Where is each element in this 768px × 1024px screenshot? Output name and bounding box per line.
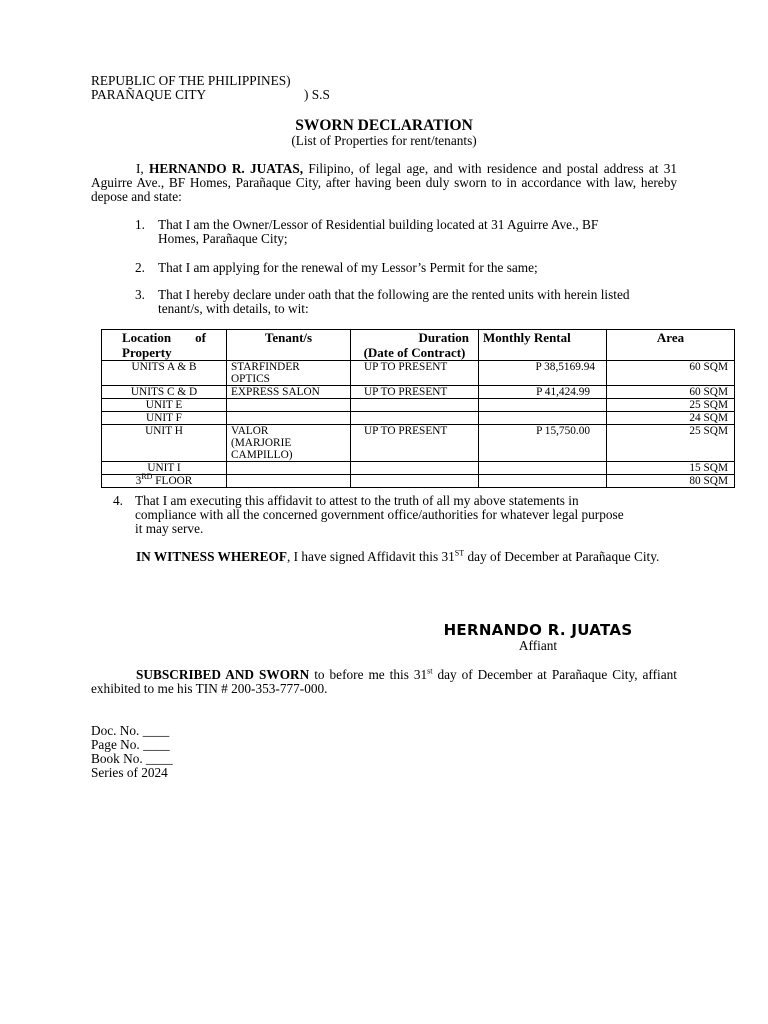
series-year: Series of 2024 <box>91 765 168 780</box>
col-header-duration-bottom: (Date of Contract) <box>363 344 466 360</box>
cell-tenant: VALOR (MARJORIE CAMPILLO) <box>227 425 351 462</box>
signature-name: HERNANDO R. JUATAS <box>443 621 633 639</box>
col-header-rental: Monthly Rental <box>479 330 607 361</box>
document-subtitle: (List of Properties for rent/tenants) <box>291 133 477 148</box>
intro-pre: I, <box>136 161 150 176</box>
cell-area: 80 SQM <box>607 475 735 488</box>
page-number: Page No. ____ <box>91 737 170 752</box>
cell-area: 25 SQM <box>607 399 735 412</box>
list-item-text: That I am the Owner/Lessor of Residential building located at 31 Aguirre Ave., BF Homes, Parañaque City; <box>158 217 599 246</box>
properties-table <box>101 329 735 488</box>
col-header-location: Location of Property <box>102 330 227 361</box>
affiant-name-inline: HERNANDO R. JUATAS, <box>149 161 304 176</box>
witness-suffix: ST <box>454 548 465 558</box>
list-item-number: 1. <box>135 217 145 232</box>
cell-duration <box>351 462 479 475</box>
cell-rental <box>479 462 607 475</box>
header-republic: REPUBLIC OF THE PHILIPPINES) <box>91 73 291 88</box>
witness-pre: , I have signed Affidavit this 31 <box>287 549 455 564</box>
witness-post: day of December at Parañaque City. <box>464 549 660 564</box>
list-item-number: 4. <box>113 493 123 508</box>
table-row <box>102 412 735 425</box>
table-row <box>102 399 735 412</box>
document-title: SWORN DECLARATION <box>295 117 473 134</box>
witness-paragraph <box>91 550 677 564</box>
doc-number: Doc. No. ____ <box>91 723 170 738</box>
witness-heading: IN WITNESS WHEREOF <box>136 549 287 564</box>
table-row <box>102 361 735 386</box>
col-header-tenant: Tenant/s <box>227 330 351 361</box>
cell-rental: P 41,424.99 <box>479 386 607 399</box>
cell-tenant: EXPRESS SALON <box>227 386 351 399</box>
list-item-text: That I am executing this affidavit to attest to the truth of all my above statements in compliance with all the concerned government office/authorities for whatever legal purpose it may serve. <box>135 493 624 536</box>
header-ss: ) S.S <box>304 87 330 102</box>
cell-location: UNITS A & B <box>102 361 227 386</box>
jurat-pre: to before me this 31 <box>309 667 428 682</box>
book-number: Book No. ____ <box>91 751 173 766</box>
cell-location: UNIT I <box>102 462 227 475</box>
jurat-post: day of December at Parañaque City, affiant exhibited to me his TIN # 200-353-777-000. <box>91 667 677 696</box>
cell-duration: UP TO PRESENT <box>351 361 479 386</box>
intro-rest: Filipino, of legal age, and with residence and postal address at 31 Aguirre Ave., BF Homes, Parañaque City, after having been duly sworn to in accordance with law, hereby depose and state: <box>91 161 678 204</box>
col-header-area: Area <box>607 330 735 361</box>
table-header-row <box>102 330 735 361</box>
cell-area: 15 SQM <box>607 462 735 475</box>
cell-duration <box>351 475 479 488</box>
list-item-text: That I am applying for the renewal of my Lessor’s Permit for the same; <box>158 260 538 275</box>
list-item-number: 3. <box>135 287 145 302</box>
list-item <box>135 261 635 275</box>
cell-location-suffix: RD <box>141 472 153 482</box>
list-item-number: 2. <box>135 260 145 275</box>
list-item <box>113 494 633 536</box>
table-row <box>102 462 735 475</box>
cell-location: UNIT F <box>102 412 227 425</box>
cell-area: 60 SQM <box>607 386 735 399</box>
signature-role: Affiant <box>518 638 558 653</box>
header-city <box>91 87 330 102</box>
cell-tenant: STARFINDER OPTICS <box>227 361 351 386</box>
cell-location <box>102 472 227 488</box>
cell-area: 25 SQM <box>607 425 735 462</box>
list-item-text: That I hereby declare under oath that the following are the rented units with herein listed tenant/s, with details, to wit: <box>158 287 630 316</box>
cell-area: 60 SQM <box>607 361 735 386</box>
jurat-heading: SUBSCRIBED AND SWORN <box>136 667 310 682</box>
col-header-duration-top: Duration <box>418 330 469 345</box>
table-row <box>102 475 735 488</box>
list-item <box>135 218 615 246</box>
jurat-paragraph <box>91 668 677 696</box>
cell-tenant <box>227 462 351 475</box>
cell-location-rest: FLOOR <box>152 475 193 487</box>
list-item <box>135 288 635 316</box>
cell-duration <box>351 399 479 412</box>
intro-paragraph <box>91 162 677 204</box>
cell-duration: UP TO PRESENT <box>351 386 479 399</box>
cell-duration <box>351 412 479 425</box>
cell-rental <box>479 412 607 425</box>
table-row <box>102 386 735 399</box>
cell-tenant <box>227 412 351 425</box>
cell-tenant <box>227 399 351 412</box>
cell-duration: UP TO PRESENT <box>351 425 479 462</box>
cell-rental: P 15,750.00 <box>479 425 607 462</box>
cell-area: 24 SQM <box>607 412 735 425</box>
cell-location: UNIT E <box>102 399 227 412</box>
jurat-suffix: st <box>427 666 433 676</box>
cell-rental: P 38,5169.94 <box>479 361 607 386</box>
cell-location: UNIT H <box>102 425 227 462</box>
cell-location-number: 3 <box>135 475 142 487</box>
cell-rental <box>479 399 607 412</box>
header-city-name: PARAÑAQUE CITY <box>91 87 207 102</box>
col-header-duration <box>351 330 479 361</box>
cell-rental <box>479 475 607 488</box>
cell-tenant <box>227 475 351 488</box>
table-row <box>102 425 735 462</box>
cell-location: UNITS C & D <box>102 386 227 399</box>
